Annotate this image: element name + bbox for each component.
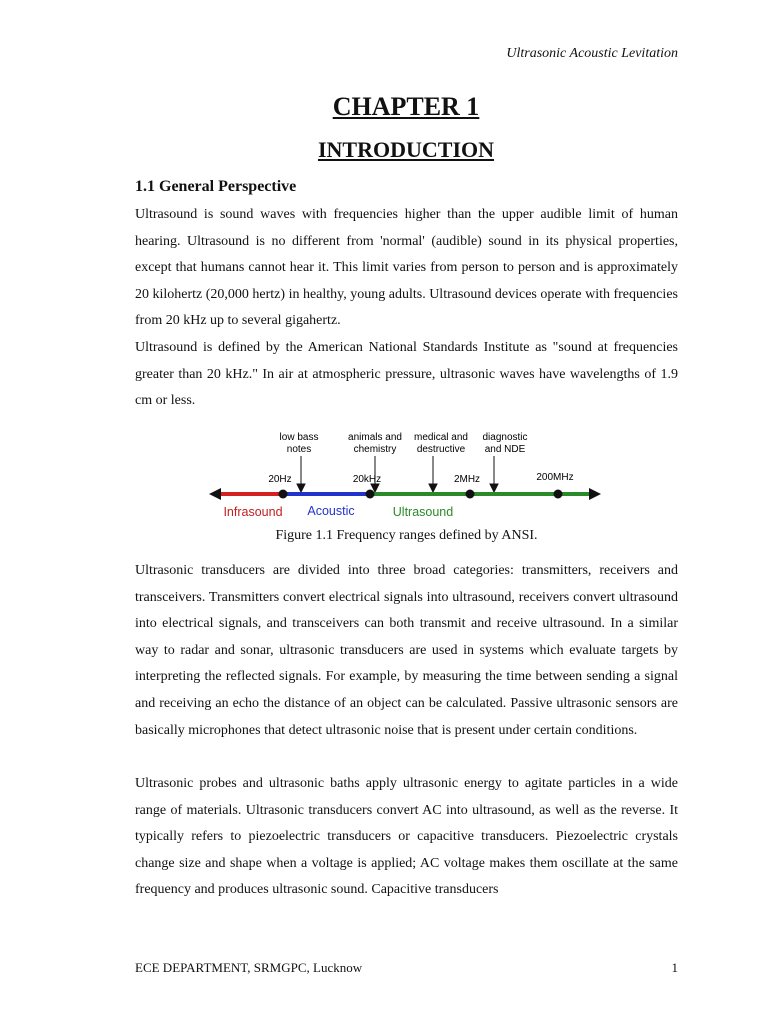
tick-dot-20hz [279,490,288,499]
tick-label-2mhz: 2MHz [453,474,481,485]
callout-low-bass-line1: low bass [279,432,319,443]
callout-medical-line1: medical and [414,432,468,443]
chapter-title: INTRODUCTION [317,137,495,162]
tick-dot-200mhz [554,490,563,499]
footer-department: ECE DEPARTMENT, SRMGPC, Lucknow [135,960,363,975]
band-label-ultrasound: Ultrasound [392,505,454,519]
callout-animals-line1: animals and [348,432,402,443]
figure-caption: Figure 1.1 Frequency ranges defined by ANSI. [275,528,538,543]
tick-label-20hz: 20Hz [268,474,292,485]
callout-animals-line2: chemistry [353,444,397,455]
paragraph-4: Ultrasonic probes and ultrasonic baths apply ultrasonic energy to agitate particles in a wide range of materials. Ultrasonic transducers convert AC into ultrasound, as well as the reverse. It typically refers to piezoelectric transducers or capacitive transducers. Piezoelectric crystals change size and shape when a voltage is applied; AC voltage makes them oscillate at the same frequency and produces ultrasonic sound. Capacitive transducers [135,776,678,898]
tick-dot-20khz [366,490,375,499]
band-label-infrasound: Infrasound [223,505,283,519]
paragraph-1: Ultrasound is sound waves with frequencies higher than the upper audible limit of human hearing. Ultrasound is no different from 'normal' (audible) sound in its physical properties, except that humans cannot hear it. This limit varies from person to person and is approximately 20 kilohertz (20,000 hertz) in healthy, young adults. Ultrasound devices operate with frequencies from 20 kHz up to several gigahertz. [135,207,678,329]
tick-label-20khz: 20kHz [352,474,382,485]
callout-arrowhead [297,484,305,492]
callout-diagnostic-line2: and NDE [484,444,526,455]
paragraph-2: Ultrasound is defined by the American National Standards Institute as "sound at frequencies greater than 20 kHz." In air at atmospheric pressure, ultrasonic waves have wavelengths of 1.9 cm or less. [135,340,678,409]
callout-low-bass-line2: notes [286,444,312,455]
callout-medical-line2: destructive [416,444,466,455]
callout-arrowhead [429,484,437,492]
right-arrowhead [589,488,601,500]
chapter-label: CHAPTER 1 [332,92,480,121]
frequency-range-figure [205,424,605,524]
callout-diagnostic-line1: diagnostic [482,432,528,443]
callout-arrowhead [490,484,498,492]
running-header: Ultrasonic Acoustic Levitation [506,46,678,61]
page-number: 1 [671,960,678,975]
band-label-acoustic: Acoustic [307,504,355,518]
tick-dot-2mhz [466,490,475,499]
paragraph-3: Ultrasonic transducers are divided into three broad categories: transmitters, receivers and transceivers. Transmitters convert electrical signals into ultrasound, receivers convert ultrasound into electrical signals, and transceivers can both transmit and receive ultrasound. In a similar way to radar and sonar, ultrasonic transducers are used in systems which evaluate targets by interpreting the reflected signals. For example, by measuring the time between sending a signal and receiving an echo the distance of an object can be calculated. Passive ultrasonic sensors are basically microphones that detect ultrasonic noise that is present under certain conditions. [135,563,678,738]
tick-label-200mhz: 200MHz [536,472,574,483]
left-arrowhead [209,488,221,500]
section-heading: 1.1 General Perspective [135,178,297,195]
